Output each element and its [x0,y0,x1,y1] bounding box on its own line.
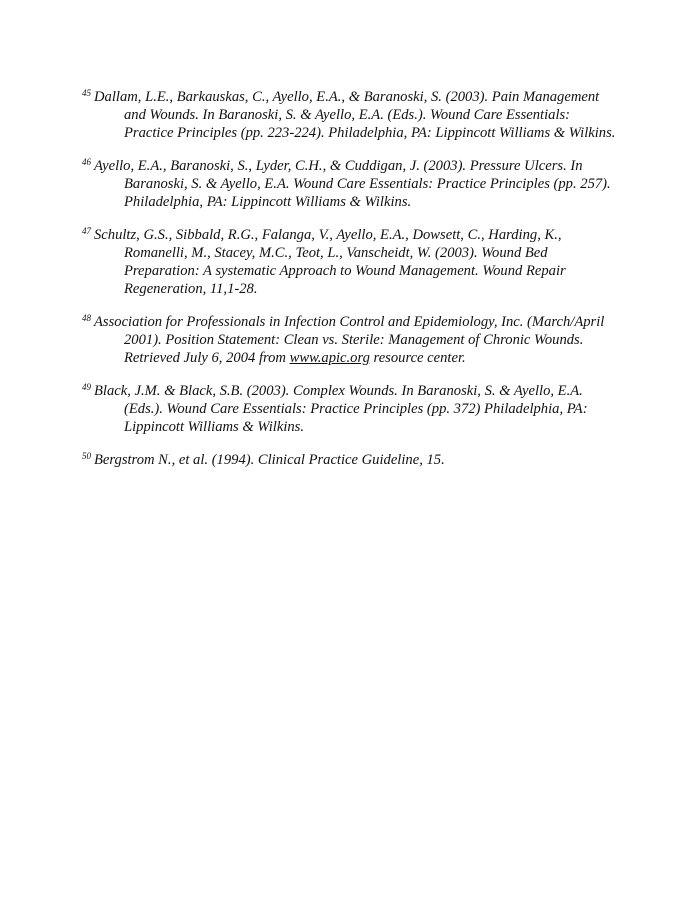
reference-number: 47 [82,226,91,236]
reference-text: Schultz, G.S., Sibbald, R.G., Falanga, V., Ayello, E.A., Dowsett, C., Harding, K., Romanelli, M., Stacey, M.C., Teot, L., Vanscheidt, W. (2003). Wound Bed Preparation: A systematic Approach to Wound Management. Wound Repair Regeneration, 11,1-28. [94,227,566,297]
reference-text-end: resource center. [369,350,466,366]
reference-item [82,313,622,367]
reference-text: Black, J.M. & Black, S.B. (2003). Complex Wounds. In Baranoski, S. & Ayello, E.A. (Eds.). Wound Care Essentials: Practice Principles (pp. 372) Philadelphia, PA: Lippincott Williams & Wilkins. [94,383,588,435]
reference-number: 50 [82,451,91,461]
reference-text: Association for Professionals in Infection Control and Epidemiology, Inc. (March/April 2001). Position Statement: Clean vs. Sterile: Management of Chronic Wounds. Retrieved July 6, 2004 from [94,314,605,366]
reference-number: 46 [82,157,91,167]
reference-text: Bergstrom N., et al. (1994). Clinical Practice Guideline, 15. [94,452,445,468]
reference-item [82,451,622,469]
reference-item [82,382,622,436]
reference-number: 48 [82,313,91,323]
reference-number: 45 [82,88,91,98]
reference-text: Ayello, E.A., Baranoski, S., Lyder, C.H., & Cuddigan, J. (2003). Pressure Ulcers. In Baranoski, S. & Ayello, E.A. Wound Care Essentials: Practice Principles (pp. 257). Philadelphia, PA: Lippincott Williams & Wilkins. [94,158,611,210]
reference-text: Dallam, L.E., Barkauskas, C., Ayello, E.A., & Baranoski, S. (2003). Pain Management and Wounds. In Baranoski, S. & Ayello, E.A. (Eds.). Wound Care Essentials: Practice Principles (pp. 223-224). Philadelphia, PA: Lippincott Williams & Wilkins. [94,89,616,141]
reference-number: 49 [82,382,91,392]
reference-link[interactable]: www.apic.org [289,350,370,366]
reference-item [82,88,622,142]
reference-item [82,157,622,211]
reference-list [82,88,622,484]
reference-item [82,226,622,298]
